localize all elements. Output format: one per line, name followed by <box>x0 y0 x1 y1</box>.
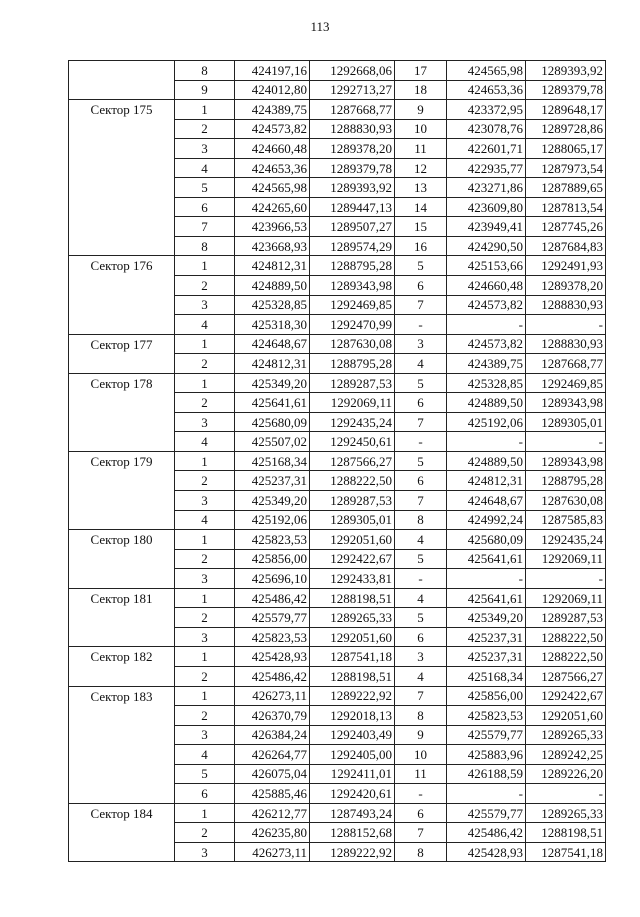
point-number: 4 <box>175 432 235 452</box>
point-number-2: 9 <box>395 725 447 745</box>
y-coordinate: 1292051,60 <box>310 627 395 647</box>
page-number: 113 <box>310 19 330 34</box>
y-coordinate: 1289393,92 <box>310 178 395 198</box>
point-number: 1 <box>175 530 235 550</box>
point-number: 3 <box>175 627 235 647</box>
y-coordinate-2: 1287541,18 <box>526 842 606 862</box>
y-coordinate: 1288222,50 <box>310 471 395 491</box>
point-number: 6 <box>175 197 235 217</box>
table-row <box>69 530 606 550</box>
x-coordinate: 425349,20 <box>235 491 310 511</box>
x-coordinate: 425823,53 <box>235 627 310 647</box>
x-coordinate: 423966,53 <box>235 217 310 237</box>
y-coordinate-2: 1288065,17 <box>526 139 606 159</box>
sector-label: Сектор 176 <box>90 258 153 274</box>
point-number: 6 <box>175 784 235 804</box>
sector-label: Сектор 180 <box>90 532 153 548</box>
x-coordinate-2: 424565,98 <box>447 61 526 81</box>
sector-name <box>69 451 175 529</box>
y-coordinate-2: 1287668,77 <box>526 354 606 374</box>
y-coordinate-2: - <box>526 784 606 804</box>
y-coordinate: 1292668,06 <box>310 61 395 81</box>
point-number: 4 <box>175 745 235 765</box>
point-number-2: 6 <box>395 803 447 823</box>
x-coordinate-2: 425680,09 <box>447 530 526 550</box>
y-coordinate: 1292420,61 <box>310 784 395 804</box>
y-coordinate-2: 1288795,28 <box>526 471 606 491</box>
x-coordinate: 425237,31 <box>235 471 310 491</box>
x-coordinate: 424812,31 <box>235 354 310 374</box>
x-coordinate: 425579,77 <box>235 608 310 628</box>
point-number: 3 <box>175 491 235 511</box>
y-coordinate-2: 1292069,11 <box>526 549 606 569</box>
y-coordinate: 1289574,29 <box>310 236 395 256</box>
x-coordinate-2: 425641,61 <box>447 549 526 569</box>
sector-label: Сектор 181 <box>90 590 153 606</box>
x-coordinate-2: 423609,80 <box>447 197 526 217</box>
point-number-2: 6 <box>395 627 447 647</box>
x-coordinate-2: 425856,00 <box>447 686 526 706</box>
x-coordinate-2: 425349,20 <box>447 608 526 628</box>
x-coordinate-2: 424573,82 <box>447 334 526 354</box>
table-row <box>69 803 606 823</box>
x-coordinate: 425856,00 <box>235 549 310 569</box>
x-coordinate: 424812,31 <box>235 256 310 276</box>
x-coordinate: 424012,80 <box>235 80 310 100</box>
y-coordinate: 1288795,28 <box>310 256 395 276</box>
point-number-2: 16 <box>395 236 447 256</box>
x-coordinate: 425680,09 <box>235 412 310 432</box>
point-number-2: 7 <box>395 412 447 432</box>
y-coordinate: 1292051,60 <box>310 530 395 550</box>
point-number-2: 3 <box>395 647 447 667</box>
y-coordinate-2: 1289343,98 <box>526 393 606 413</box>
sector-name <box>69 61 175 100</box>
y-coordinate: 1288198,51 <box>310 666 395 686</box>
y-coordinate-2: 1289287,53 <box>526 608 606 628</box>
y-coordinate: 1292450,61 <box>310 432 395 452</box>
y-coordinate-2: 1289343,98 <box>526 451 606 471</box>
y-coordinate: 1287668,77 <box>310 100 395 120</box>
point-number-2: 4 <box>395 588 447 608</box>
y-coordinate: 1292422,67 <box>310 549 395 569</box>
table-row <box>69 647 606 667</box>
point-number: 1 <box>175 373 235 393</box>
point-number-2: 10 <box>395 745 447 765</box>
table-row <box>69 256 606 276</box>
point-number: 1 <box>175 100 235 120</box>
point-number: 4 <box>175 315 235 335</box>
x-coordinate: 425486,42 <box>235 666 310 686</box>
y-coordinate-2: 1289393,92 <box>526 61 606 81</box>
point-number-2: 8 <box>395 510 447 530</box>
y-coordinate: 1288152,68 <box>310 823 395 843</box>
point-number-2: 14 <box>395 197 447 217</box>
x-coordinate-2: - <box>447 432 526 452</box>
x-coordinate: 425168,34 <box>235 451 310 471</box>
x-coordinate: 424648,67 <box>235 334 310 354</box>
x-coordinate: 424653,36 <box>235 158 310 178</box>
x-coordinate-2: 423271,86 <box>447 178 526 198</box>
point-number: 3 <box>175 139 235 159</box>
point-number-2: 6 <box>395 393 447 413</box>
sector-label: Сектор 177 <box>90 336 153 352</box>
point-number-2: 9 <box>395 100 447 120</box>
y-coordinate-2: 1287973,54 <box>526 158 606 178</box>
sector-label: Сектор 183 <box>90 688 153 704</box>
y-coordinate-2: 1292491,93 <box>526 256 606 276</box>
x-coordinate: 425428,93 <box>235 647 310 667</box>
y-coordinate: 1289287,53 <box>310 491 395 511</box>
sector-name <box>69 334 175 373</box>
point-number: 1 <box>175 256 235 276</box>
point-number-2: - <box>395 315 447 335</box>
x-coordinate-2: - <box>447 315 526 335</box>
y-coordinate: 1289379,78 <box>310 158 395 178</box>
y-coordinate: 1289287,53 <box>310 373 395 393</box>
y-coordinate-2: 1288222,50 <box>526 627 606 647</box>
point-number: 3 <box>175 295 235 315</box>
point-number: 8 <box>175 236 235 256</box>
sector-label: Сектор 175 <box>90 102 153 118</box>
point-number-2: 7 <box>395 491 447 511</box>
point-number: 9 <box>175 80 235 100</box>
point-number: 2 <box>175 549 235 569</box>
point-number-2: 8 <box>395 842 447 862</box>
x-coordinate: 425885,46 <box>235 784 310 804</box>
x-coordinate-2: - <box>447 784 526 804</box>
sector-name <box>69 530 175 589</box>
x-coordinate-2: 424889,50 <box>447 451 526 471</box>
sector-name <box>69 686 175 803</box>
y-coordinate-2: 1289378,20 <box>526 276 606 296</box>
x-coordinate-2: 425579,77 <box>447 803 526 823</box>
point-number-2: 17 <box>395 61 447 81</box>
x-coordinate: 424265,60 <box>235 197 310 217</box>
y-coordinate-2: 1288830,93 <box>526 295 606 315</box>
y-coordinate: 1289305,01 <box>310 510 395 530</box>
point-number: 1 <box>175 451 235 471</box>
x-coordinate-2: 423078,76 <box>447 119 526 139</box>
y-coordinate: 1288198,51 <box>310 588 395 608</box>
x-coordinate: 425328,85 <box>235 295 310 315</box>
y-coordinate: 1289265,33 <box>310 608 395 628</box>
point-number-2: 13 <box>395 178 447 198</box>
x-coordinate: 425507,02 <box>235 432 310 452</box>
sector-label: Сектор 178 <box>90 375 153 391</box>
point-number-2: 8 <box>395 706 447 726</box>
x-coordinate-2: 423372,95 <box>447 100 526 120</box>
point-number: 3 <box>175 412 235 432</box>
x-coordinate-2: 424653,36 <box>447 80 526 100</box>
point-number: 2 <box>175 608 235 628</box>
x-coordinate-2: 425328,85 <box>447 373 526 393</box>
point-number: 2 <box>175 471 235 491</box>
y-coordinate-2: 1288830,93 <box>526 334 606 354</box>
x-coordinate-2: 424573,82 <box>447 295 526 315</box>
x-coordinate: 426384,24 <box>235 725 310 745</box>
sector-label <box>71 61 172 62</box>
point-number: 2 <box>175 823 235 843</box>
x-coordinate: 425823,53 <box>235 530 310 550</box>
x-coordinate-2: 422935,77 <box>447 158 526 178</box>
x-coordinate: 425318,30 <box>235 315 310 335</box>
y-coordinate-2: 1289648,17 <box>526 100 606 120</box>
x-coordinate: 426075,04 <box>235 764 310 784</box>
x-coordinate-2: 426188,59 <box>447 764 526 784</box>
point-number-2: 5 <box>395 373 447 393</box>
x-coordinate: 426370,79 <box>235 706 310 726</box>
point-number-2: - <box>395 432 447 452</box>
sector-name <box>69 647 175 686</box>
x-coordinate: 426264,77 <box>235 745 310 765</box>
y-coordinate-2: 1292422,67 <box>526 686 606 706</box>
x-coordinate-2: 422601,71 <box>447 139 526 159</box>
x-coordinate-2: 424290,50 <box>447 236 526 256</box>
y-coordinate: 1292411,01 <box>310 764 395 784</box>
y-coordinate: 1292470,99 <box>310 315 395 335</box>
y-coordinate-2: 1287585,83 <box>526 510 606 530</box>
x-coordinate-2: 425823,53 <box>447 706 526 726</box>
sector-label: Сектор 184 <box>90 805 153 821</box>
y-coordinate-2: 1292435,24 <box>526 530 606 550</box>
point-number: 1 <box>175 803 235 823</box>
x-coordinate-2: 425883,96 <box>447 745 526 765</box>
point-number-2: 7 <box>395 295 447 315</box>
point-number: 2 <box>175 354 235 374</box>
y-coordinate: 1289222,92 <box>310 842 395 862</box>
x-coordinate: 424889,50 <box>235 276 310 296</box>
point-number: 2 <box>175 393 235 413</box>
y-coordinate-2: 1292069,11 <box>526 588 606 608</box>
x-coordinate: 426235,80 <box>235 823 310 843</box>
sector-name <box>69 256 175 334</box>
y-coordinate: 1287541,18 <box>310 647 395 667</box>
sector-name <box>69 588 175 647</box>
point-number: 7 <box>175 217 235 237</box>
x-coordinate: 425486,42 <box>235 588 310 608</box>
point-number-2: 6 <box>395 471 447 491</box>
x-coordinate-2: 425168,34 <box>447 666 526 686</box>
x-coordinate-2: 425579,77 <box>447 725 526 745</box>
table-row <box>69 61 606 81</box>
point-number-2: 12 <box>395 158 447 178</box>
y-coordinate: 1289507,27 <box>310 217 395 237</box>
sector-name <box>69 803 175 862</box>
point-number: 2 <box>175 119 235 139</box>
y-coordinate-2: 1287745,26 <box>526 217 606 237</box>
x-coordinate-2: 424648,67 <box>447 491 526 511</box>
x-coordinate-2: 425428,93 <box>447 842 526 862</box>
y-coordinate-2: 1287813,54 <box>526 197 606 217</box>
x-coordinate: 425696,10 <box>235 569 310 589</box>
y-coordinate-2: 1288198,51 <box>526 823 606 843</box>
point-number-2: 4 <box>395 530 447 550</box>
point-number: 2 <box>175 276 235 296</box>
point-number-2: 3 <box>395 334 447 354</box>
sector-name <box>69 100 175 256</box>
y-coordinate-2: 1292051,60 <box>526 706 606 726</box>
coordinates-table <box>68 60 606 862</box>
point-number: 5 <box>175 178 235 198</box>
point-number-2: 11 <box>395 139 447 159</box>
x-coordinate: 424389,75 <box>235 100 310 120</box>
y-coordinate-2: 1289379,78 <box>526 80 606 100</box>
y-coordinate: 1292433,81 <box>310 569 395 589</box>
y-coordinate-2: 1289226,20 <box>526 764 606 784</box>
y-coordinate-2: 1289728,86 <box>526 119 606 139</box>
point-number-2: 10 <box>395 119 447 139</box>
x-coordinate-2: 425486,42 <box>447 823 526 843</box>
y-coordinate-2: 1289265,33 <box>526 725 606 745</box>
point-number: 3 <box>175 842 235 862</box>
y-coordinate-2: 1289305,01 <box>526 412 606 432</box>
x-coordinate-2: 424389,75 <box>447 354 526 374</box>
x-coordinate: 424565,98 <box>235 178 310 198</box>
x-coordinate-2: 425192,06 <box>447 412 526 432</box>
y-coordinate: 1287493,24 <box>310 803 395 823</box>
sector-label: Сектор 182 <box>90 649 153 665</box>
y-coordinate-2: 1287566,27 <box>526 666 606 686</box>
point-number-2: 5 <box>395 608 447 628</box>
x-coordinate-2: 424812,31 <box>447 471 526 491</box>
point-number: 4 <box>175 158 235 178</box>
y-coordinate: 1292403,49 <box>310 725 395 745</box>
x-coordinate-2: - <box>447 569 526 589</box>
point-number: 2 <box>175 666 235 686</box>
sector-name <box>69 373 175 451</box>
x-coordinate: 425641,61 <box>235 393 310 413</box>
point-number-2: 5 <box>395 256 447 276</box>
table-row <box>69 100 606 120</box>
y-coordinate: 1292713,27 <box>310 80 395 100</box>
x-coordinate-2: 424889,50 <box>447 393 526 413</box>
x-coordinate: 424660,48 <box>235 139 310 159</box>
y-coordinate-2: 1287684,83 <box>526 236 606 256</box>
table-row <box>69 588 606 608</box>
point-number: 4 <box>175 510 235 530</box>
y-coordinate: 1292405,00 <box>310 745 395 765</box>
y-coordinate: 1289343,98 <box>310 276 395 296</box>
point-number-2: 15 <box>395 217 447 237</box>
point-number-2: 5 <box>395 549 447 569</box>
point-number-2: 11 <box>395 764 447 784</box>
point-number-2: 18 <box>395 80 447 100</box>
point-number: 1 <box>175 647 235 667</box>
point-number: 1 <box>175 686 235 706</box>
y-coordinate-2: 1289242,25 <box>526 745 606 765</box>
y-coordinate-2: 1292469,85 <box>526 373 606 393</box>
y-coordinate: 1289222,92 <box>310 686 395 706</box>
y-coordinate: 1289378,20 <box>310 139 395 159</box>
table-row <box>69 451 606 471</box>
point-number-2: 5 <box>395 451 447 471</box>
table-row <box>69 334 606 354</box>
x-coordinate: 426273,11 <box>235 686 310 706</box>
x-coordinate-2: 425237,31 <box>447 647 526 667</box>
y-coordinate-2: - <box>526 315 606 335</box>
x-coordinate: 423668,93 <box>235 236 310 256</box>
point-number: 3 <box>175 569 235 589</box>
sector-label: Сектор 179 <box>90 453 153 469</box>
point-number-2: 7 <box>395 823 447 843</box>
x-coordinate-2: 425237,31 <box>447 627 526 647</box>
x-coordinate-2: 425641,61 <box>447 588 526 608</box>
point-number: 1 <box>175 588 235 608</box>
y-coordinate-2: 1289265,33 <box>526 803 606 823</box>
y-coordinate: 1292069,11 <box>310 393 395 413</box>
point-number-2: 7 <box>395 686 447 706</box>
y-coordinate: 1288830,93 <box>310 119 395 139</box>
x-coordinate: 425192,06 <box>235 510 310 530</box>
y-coordinate: 1287630,08 <box>310 334 395 354</box>
y-coordinate-2: - <box>526 569 606 589</box>
point-number: 3 <box>175 725 235 745</box>
x-coordinate: 426273,11 <box>235 842 310 862</box>
point-number-2: - <box>395 784 447 804</box>
point-number-2: 4 <box>395 354 447 374</box>
y-coordinate-2: - <box>526 432 606 452</box>
x-coordinate: 426212,77 <box>235 803 310 823</box>
point-number: 2 <box>175 706 235 726</box>
y-coordinate: 1292469,85 <box>310 295 395 315</box>
point-number-2: 6 <box>395 276 447 296</box>
y-coordinate-2: 1288222,50 <box>526 647 606 667</box>
x-coordinate: 425349,20 <box>235 373 310 393</box>
x-coordinate-2: 424992,24 <box>447 510 526 530</box>
y-coordinate-2: 1287889,65 <box>526 178 606 198</box>
y-coordinate-2: 1287630,08 <box>526 491 606 511</box>
y-coordinate: 1292435,24 <box>310 412 395 432</box>
y-coordinate: 1288795,28 <box>310 354 395 374</box>
y-coordinate: 1292018,13 <box>310 706 395 726</box>
x-coordinate: 424197,16 <box>235 61 310 81</box>
x-coordinate-2: 423949,41 <box>447 217 526 237</box>
table-row <box>69 373 606 393</box>
point-number-2: - <box>395 569 447 589</box>
x-coordinate: 424573,82 <box>235 119 310 139</box>
point-number: 8 <box>175 61 235 81</box>
x-coordinate-2: 424660,48 <box>447 276 526 296</box>
x-coordinate-2: 425153,66 <box>447 256 526 276</box>
point-number: 5 <box>175 764 235 784</box>
point-number-2: 4 <box>395 666 447 686</box>
table-row <box>69 686 606 706</box>
y-coordinate: 1289447,13 <box>310 197 395 217</box>
y-coordinate: 1287566,27 <box>310 451 395 471</box>
point-number: 1 <box>175 334 235 354</box>
